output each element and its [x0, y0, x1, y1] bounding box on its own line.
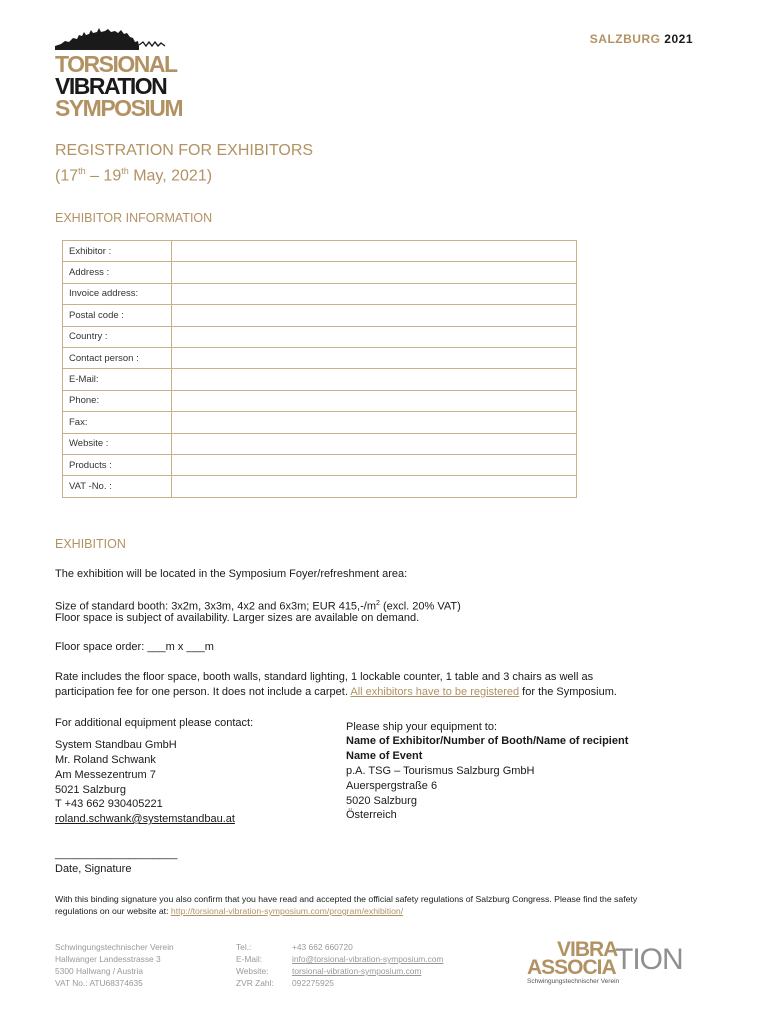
form-row — [63, 433, 577, 454]
form-row — [63, 347, 577, 368]
footer-zvr: 092275925 — [292, 978, 334, 988]
footer-website-link[interactable]: torsional-vibration-symposium.com — [292, 966, 422, 976]
shipping-line-1: p.A. TSG – Tourismus Salzburg GmbH — [346, 765, 535, 777]
booth-size: Size of standard booth: 3x2m, 3x3m, 4x2 and 6x3m; EUR $415,-/m^2$ (excl. 20% VAT) — [55, 600, 461, 613]
form-row — [63, 283, 577, 304]
exhibitor-info-heading: EXHIBITOR INFORMATION — [55, 211, 213, 225]
form-field-label: Website : — [63, 433, 172, 454]
form-row — [63, 262, 577, 283]
footer-zvr-label: ZVR Zahl: — [236, 978, 274, 988]
contact-phone: T +43 662 930405221 — [55, 798, 163, 810]
contact-person: Mr. Roland Schwank — [55, 754, 156, 766]
contact-city: 5021 Salzburg — [55, 784, 126, 796]
form-field-label: Invoice address: — [63, 283, 172, 304]
footer-vat: VAT No.: ATU68374635 — [55, 978, 143, 988]
footer-org: Schwingungstechnischer Verein — [55, 942, 174, 952]
form-row — [63, 412, 577, 433]
event-dates: (17th – 19th May, 2021) — [55, 166, 213, 185]
form-field-input[interactable] — [172, 433, 577, 454]
footer-tel: +43 662 660720 — [292, 942, 353, 952]
registration-link[interactable]: All exhibitors have to be registered — [350, 686, 520, 698]
form-field-input[interactable] — [172, 283, 577, 304]
form-row — [63, 454, 577, 475]
footer-labels — [236, 941, 274, 989]
event-year: 2021 — [664, 32, 693, 46]
form-field-label: Postal code : — [63, 305, 172, 326]
form-field-label: Phone: — [63, 390, 172, 411]
form-row — [63, 326, 577, 347]
shipping-line-3: 5020 Salzburg — [346, 795, 417, 807]
exhibition-heading: EXHIBITION — [55, 537, 126, 551]
form-field-input[interactable] — [172, 262, 577, 283]
contact-company: System Standbau GmbH — [55, 739, 177, 751]
footer-address — [55, 941, 174, 989]
footer-email-label: E-Mail: — [236, 954, 263, 964]
footer-street: Hallwanger Landesstrasse 3 — [55, 954, 161, 964]
logo-torsional: TORSIONAL — [55, 51, 177, 77]
shipping-event: Name of Event — [346, 750, 423, 762]
form-field-label: VAT -No. : — [63, 476, 172, 497]
footer-city: 5300 Hallwang / Austria — [55, 966, 143, 976]
rate-line-2: participation fee for one person. It does not include a carpet. All exhibitors have to be registered for the Symposium. — [55, 686, 617, 698]
logo-associa: ASSOCIA — [527, 956, 616, 979]
form-field-input[interactable] — [172, 305, 577, 326]
shipping-line-2: Auerspergstraße 6 — [346, 780, 438, 792]
form-field-label: Exhibitor : — [63, 241, 172, 262]
contact-street: Am Messezentrum 7 — [55, 769, 156, 781]
shipping-recipient: Name of Exhibitor/Number of Booth/Name of recipient — [346, 735, 629, 747]
logo-vibration: VIBRATION — [55, 73, 167, 99]
availability-note: Floor space is subject of availability. Larger sizes are available on demand. — [55, 612, 420, 624]
form-field-label: Address : — [63, 262, 172, 283]
floor-space-order: Floor space order: ___m x ___m — [55, 641, 214, 653]
footer-email-link[interactable]: info@torsional-vibration-symposium.com — [292, 954, 444, 964]
form-field-input[interactable] — [172, 454, 577, 475]
form-row — [63, 476, 577, 497]
form-row — [63, 390, 577, 411]
form-field-input[interactable] — [172, 326, 577, 347]
form-row — [63, 305, 577, 326]
vibra-association-logo — [527, 938, 717, 988]
shipping-line-4: Österreich — [346, 809, 397, 821]
exhibition-location: The exhibition will be located in the Symposium Foyer/refreshment area: — [55, 568, 408, 580]
shipping-intro: Please ship your equipment to: — [346, 721, 498, 733]
contact-email-link[interactable]: roland.schwank@systemstandbau.at — [55, 813, 235, 825]
form-field-label: Country : — [63, 326, 172, 347]
safety-notice-line-1: With this binding signature you also confirm that you have read and accepted the official safety regulations of Salzburg Congress. Please find the safety — [55, 894, 638, 904]
form-field-label: Contact person : — [63, 347, 172, 368]
logo-vibra: VIBRA — [557, 938, 618, 961]
form-field-label: Products : — [63, 454, 172, 475]
logo-tion: TION — [615, 943, 683, 976]
footer-tel-label: Tel.: — [236, 942, 252, 952]
form-field-input[interactable] — [172, 347, 577, 368]
form-row — [63, 241, 577, 262]
form-field-input[interactable] — [172, 412, 577, 433]
salzburg-skyline-icon — [55, 26, 167, 52]
safety-regulations-link[interactable]: http://torsional-vibration-symposium.com/program/exhibition/ — [170, 906, 404, 916]
event-city: SALZBURG — [589, 32, 661, 46]
page-title: REGISTRATION FOR EXHIBITORS — [55, 142, 314, 159]
footer-website-label: Website: — [236, 966, 269, 976]
exhibitor-info-table — [62, 240, 577, 498]
footer-values — [292, 941, 443, 989]
form-field-input[interactable] — [172, 476, 577, 497]
signature-line: ____________________ — [55, 848, 178, 860]
safety-notice-line-2: regulations on our website at: http://torsional-vibration-symposium.com/program/exhibition/ — [55, 906, 404, 916]
contact-intro: For additional equipment please contact: — [55, 717, 254, 729]
form-row — [63, 369, 577, 390]
logo-symposium: SYMPOSIUM — [55, 95, 183, 121]
logo-subtitle: Schwingungstechnischer Verein — [527, 978, 620, 985]
event-label — [590, 32, 693, 46]
signature-label: Date, Signature — [55, 863, 132, 875]
form-field-input[interactable] — [172, 241, 577, 262]
form-field-input[interactable] — [172, 369, 577, 390]
form-field-label: Fax: — [63, 412, 172, 433]
form-field-label: E-Mail: — [63, 369, 172, 390]
form-field-input[interactable] — [172, 390, 577, 411]
rate-line-1: Rate includes the floor space, booth walls, standard lighting, 1 lockable counter, 1 table and 3 chairs as well as — [55, 671, 594, 683]
